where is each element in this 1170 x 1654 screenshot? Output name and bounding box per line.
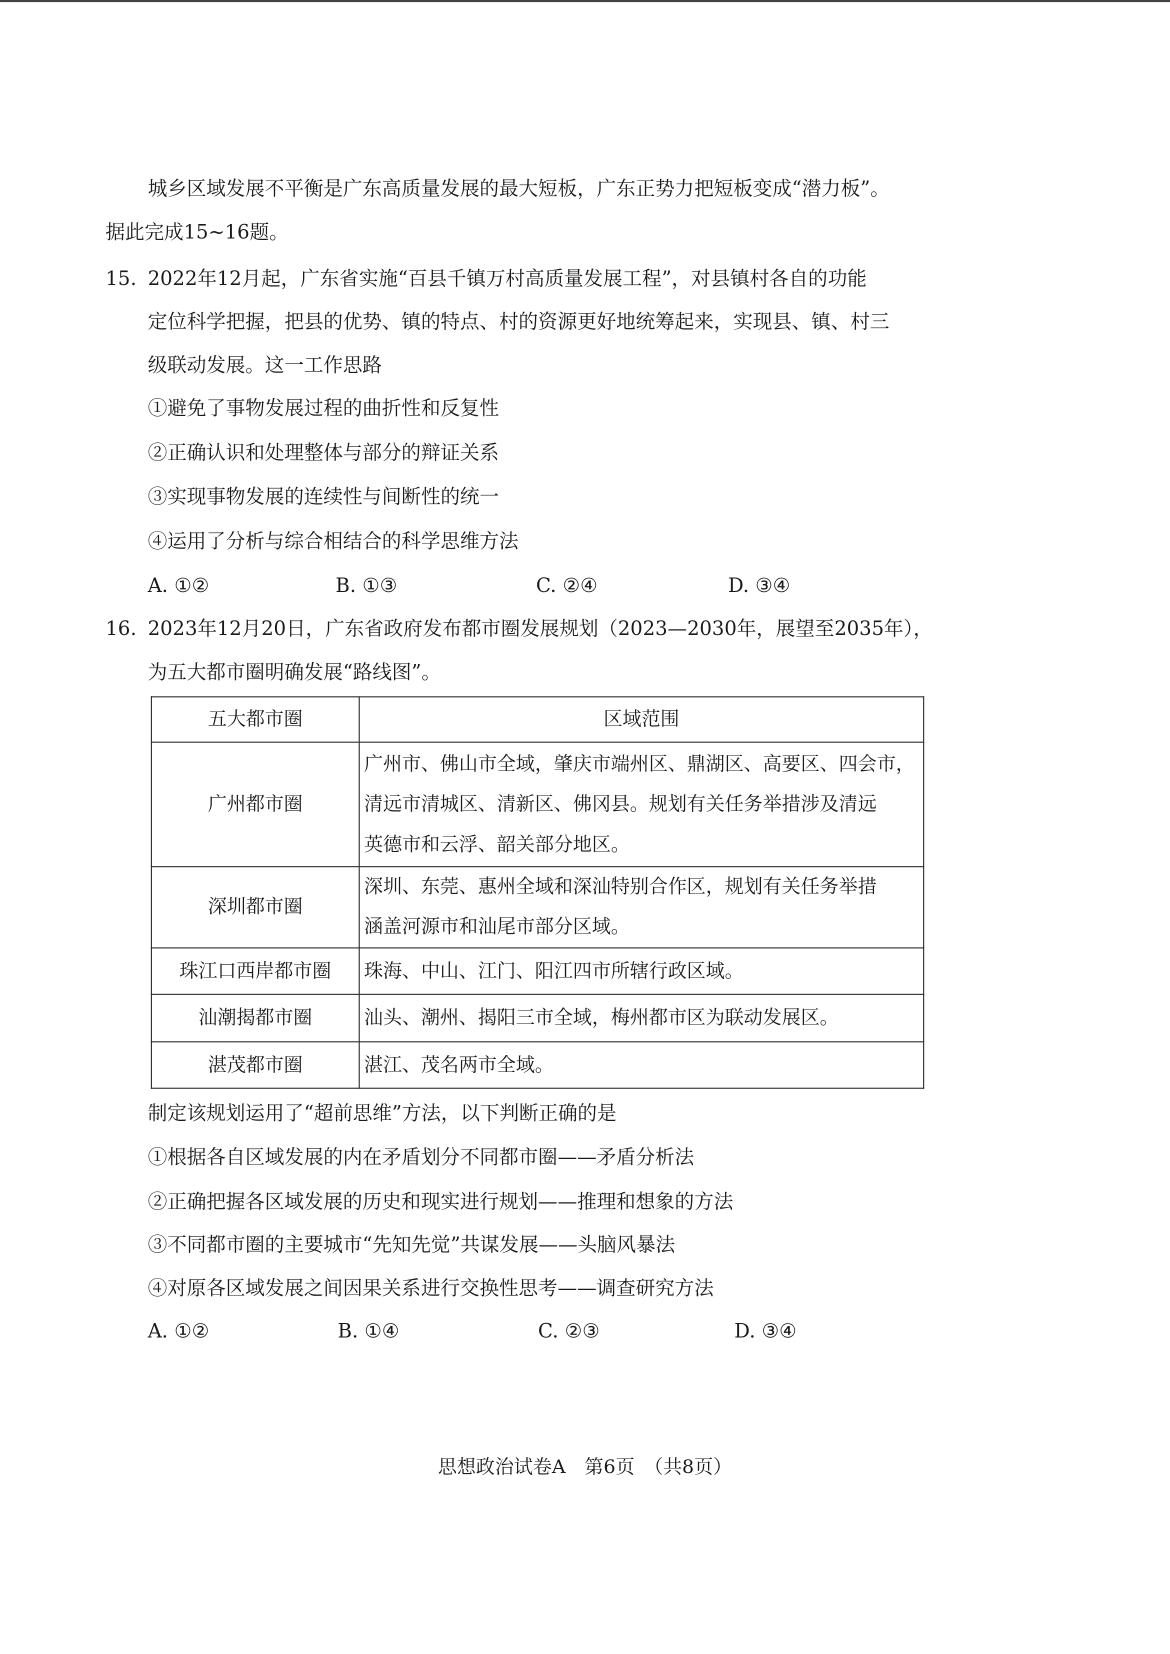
- table-header-row: [151, 697, 923, 742]
- circle-name: 广州都市圈: [151, 742, 359, 866]
- q15-option-a: A. ①②: [147, 574, 210, 598]
- top-border: [0, 0, 1170, 2]
- q16-option-c: C. ②③: [538, 1320, 600, 1344]
- circle-name: 湛茂都市圈: [151, 1042, 359, 1088]
- q15-number: 15.: [105, 267, 137, 291]
- q16-statement: ③不同都市圈的主要城市“先知先觉”共谋发展——头脑风暴法: [147, 1234, 676, 1257]
- q15-statement: ③实现事物发展的连续性与间断性的统一: [147, 486, 500, 509]
- q16-option-a: A. ①②: [147, 1320, 210, 1344]
- circle-scope: [359, 867, 923, 948]
- intro-line-2: 据此完成15~16题。: [105, 221, 289, 244]
- scope-line: 清远市清城区、清新区、佛冈县。规划有关任务举措涉及清远: [363, 792, 877, 815]
- q15-line: 定位科学把握，把县的优势、镇的特点、村的资源更好地统筹起来，实现县、镇、村三: [147, 311, 890, 334]
- q15-statement: ①避免了事物发展过程的曲折性和反复性: [147, 397, 500, 420]
- q15-option-d: D. ③④: [727, 574, 791, 598]
- q15-statement: ④运用了分析与综合相结合的科学思维方法: [147, 530, 519, 553]
- q15-statement: ②正确认识和处理整体与部分的辩证关系: [147, 442, 500, 465]
- table-row: [151, 994, 923, 1041]
- table-header: 区域范围: [359, 697, 923, 742]
- table-row: [151, 742, 923, 866]
- q16-option-b: B. ①④: [337, 1320, 400, 1344]
- q16-stem: 制定该规划运用了“超前思维”方法，以下判断正确的是: [147, 1102, 617, 1125]
- circle-scope: 湛江、茂名两市全域。: [359, 1042, 923, 1088]
- metro-circle-table: [151, 696, 924, 1088]
- circle-scope: 珠海、中山、江门、阳江四市所辖行政区域。: [359, 948, 923, 994]
- intro-line-1: 城乡区域发展不平衡是广东高质量发展的最大短板，广东正势力把短板变成“潜力板”。: [147, 178, 890, 201]
- q15-line: 级联动发展。这一工作思路: [147, 354, 382, 377]
- scope-line: 深圳、东莞、惠州全域和深汕特别合作区，规划有关任务举措: [363, 875, 877, 898]
- scope-line: 英德市和云浮、韶关部分地区。: [363, 832, 630, 856]
- table-row: [151, 948, 923, 994]
- circle-name: 汕潮揭都市圈: [151, 994, 359, 1041]
- page-footer: 思想政治试卷A 第6页 （共8页）: [437, 1455, 733, 1479]
- q15-option-b: B. ①③: [335, 574, 398, 598]
- circle-scope: 汕头、潮州、揭阳三市全域，梅州都市区为联动发展区。: [359, 994, 923, 1041]
- scope-line: 广州市、佛山市全域，肇庆市端州区、鼎湖区、高要区、四会市，: [363, 752, 915, 775]
- q16-option-d: D. ③④: [734, 1320, 797, 1344]
- q16-number: 16.: [105, 618, 137, 641]
- table-row: [151, 867, 923, 948]
- q16-statement: ①根据各自区域发展的内在矛盾划分不同都市圈——矛盾分析法: [147, 1146, 695, 1169]
- scope-line: 涵盖河源市和汕尾市部分区域。: [363, 915, 630, 938]
- circle-name: 深圳都市圈: [151, 867, 359, 948]
- table-row: [151, 1042, 923, 1088]
- q16-line: 2023年12月20日，广东省政府发布都市圈发展规划（2023—2030年，展望至2035年），: [147, 618, 933, 641]
- q16-statement: ④对原各区域发展之间因果关系进行交换性思考——调查研究方法: [147, 1277, 714, 1300]
- circle-scope: [359, 742, 923, 866]
- table-header: 五大都市圈: [151, 697, 359, 742]
- q16-line: 为五大都市圈明确发展“路线图”。: [147, 661, 441, 684]
- q15-option-c: C. ②④: [535, 574, 598, 598]
- q16-statement: ②正确把握各区域发展的历史和现实进行规划——推理和想象的方法: [147, 1191, 734, 1214]
- q15-line: 2022年12月起，广东省实施“百县千镇万村高质量发展工程”，对县镇村各自的功能: [147, 267, 867, 291]
- circle-name: 珠江口西岸都市圈: [151, 948, 359, 994]
